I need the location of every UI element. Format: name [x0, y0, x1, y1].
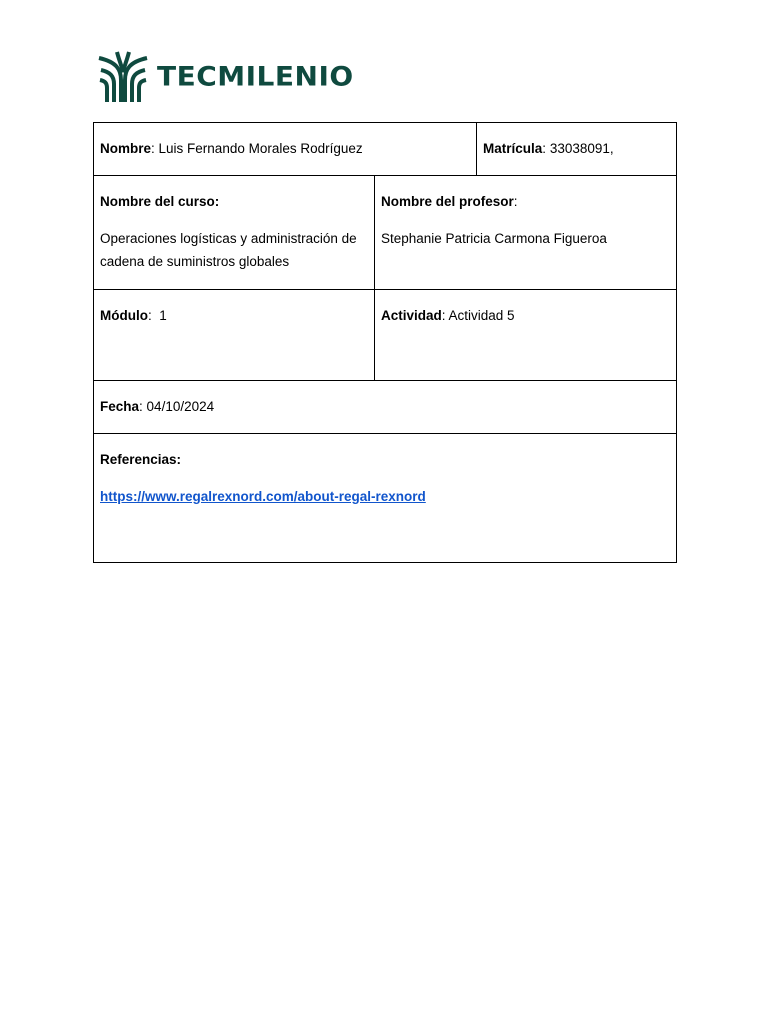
reference-link[interactable]: https://www.regalrexnord.com/about-regal-rexnord — [100, 489, 426, 504]
curso-label: Nombre del curso: — [100, 194, 220, 209]
cell-profesor — [375, 176, 677, 290]
cell-actividad — [375, 290, 677, 381]
row-modulo — [94, 290, 677, 381]
actividad-separator: : — [441, 308, 449, 323]
matricula-value: 33038091, — [549, 141, 614, 156]
row-nombre — [94, 123, 677, 176]
fecha-value: 04/10/2024 — [146, 399, 215, 414]
profesor-value: Stephanie Patricia Carmona Figueroa — [381, 231, 607, 246]
row-curso — [94, 176, 677, 290]
matricula-separator: : — [542, 141, 550, 156]
logo-wordmark: TECMILENIO — [157, 60, 354, 93]
curso-value: Operaciones logísticas y administración de cadena de suministros globales — [100, 231, 357, 269]
cell-curso — [94, 176, 375, 290]
nombre-separator: : — [151, 141, 159, 156]
tecmilenio-arches-icon — [97, 50, 149, 104]
actividad-label: Actividad — [381, 308, 442, 323]
tecmilenio-logo — [97, 50, 354, 104]
modulo-label: Módulo — [100, 308, 148, 323]
row-referencias — [94, 434, 677, 563]
cell-nombre — [94, 123, 477, 176]
cell-fecha — [94, 381, 677, 434]
fecha-label: Fecha — [100, 399, 140, 414]
cell-modulo — [94, 290, 375, 381]
nombre-label: Nombre — [100, 141, 152, 156]
fecha-separator: : — [139, 399, 147, 414]
row-fecha — [94, 381, 677, 434]
profesor-separator: : — [513, 194, 518, 209]
referencias-label: Referencias: — [100, 452, 182, 467]
nombre-value: Luis Fernando Morales Rodríguez — [158, 141, 363, 156]
modulo-separator: : — [147, 308, 160, 323]
cell-referencias — [94, 434, 677, 563]
profesor-label: Nombre del profesor — [381, 194, 514, 209]
cell-matricula — [477, 123, 677, 176]
modulo-value: 1 — [159, 308, 167, 323]
info-table — [93, 122, 677, 563]
actividad-value: Actividad 5 — [448, 308, 515, 323]
matricula-label: Matrícula — [483, 141, 543, 156]
